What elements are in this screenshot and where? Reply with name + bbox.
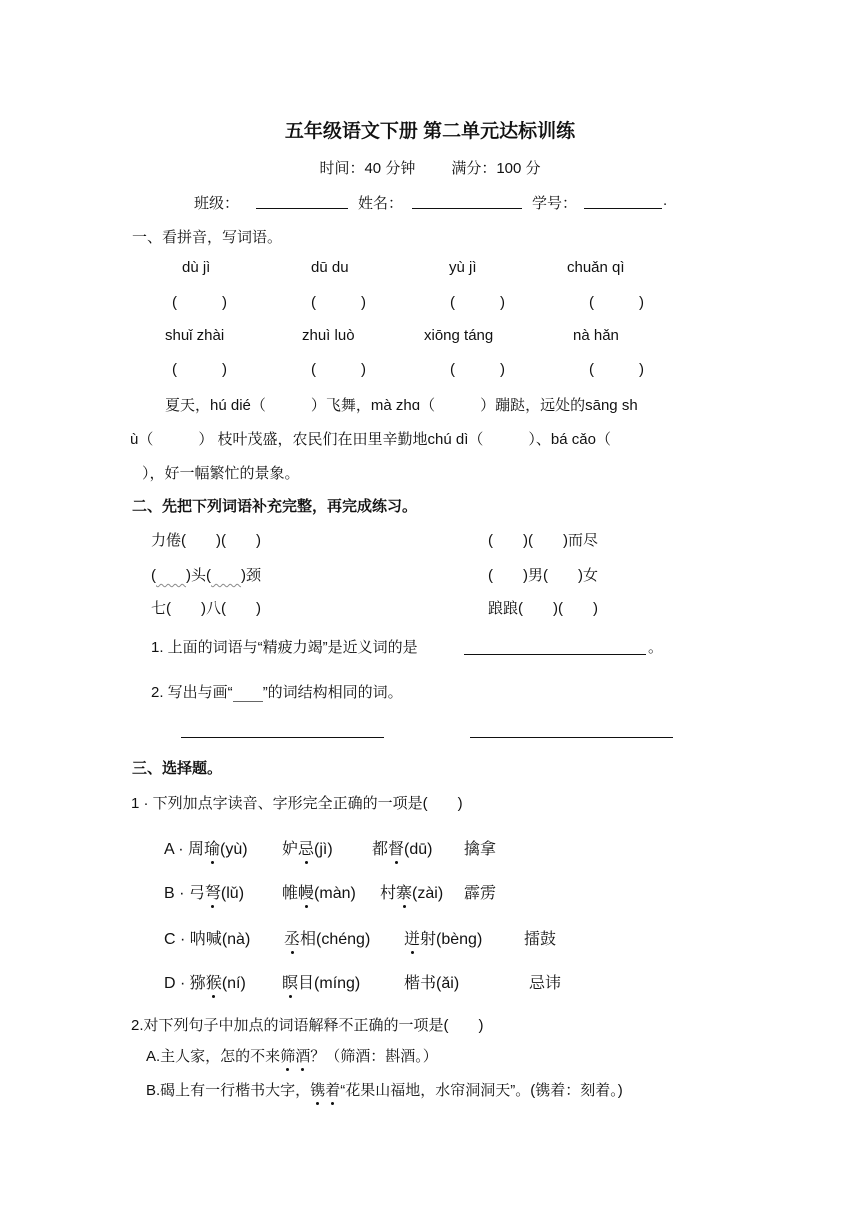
question-1: 1. 上面的词语与“精疲力竭”是近义词的是 bbox=[151, 639, 418, 656]
paragraph-line-2 bbox=[130, 428, 611, 449]
dotted-char: 着 bbox=[325, 1079, 340, 1100]
idiom-5: 七( )八( ) bbox=[151, 600, 261, 617]
char: 楷 bbox=[404, 975, 421, 992]
para-text: 夏天， bbox=[165, 397, 211, 414]
para-text: （ bbox=[595, 431, 611, 448]
idiom-2: ( )( )而尽 bbox=[488, 532, 598, 549]
para-text: （ ）蹦跶，远处的 bbox=[420, 397, 586, 414]
option-text: A.主人家，怎的不来 bbox=[146, 1048, 281, 1065]
pinyin: (ní) bbox=[221, 975, 246, 992]
char: 相 bbox=[300, 931, 317, 948]
pinyin: (míng) bbox=[314, 975, 361, 992]
answer-box[interactable]: ( ) bbox=[589, 361, 644, 378]
id-blank[interactable] bbox=[584, 208, 662, 209]
answer-box[interactable]: ( ) bbox=[172, 361, 227, 378]
idiom-4: ( )男( )女 bbox=[488, 567, 598, 584]
answer-box[interactable]: ( ) bbox=[450, 361, 505, 378]
option-label: A · bbox=[164, 841, 189, 858]
option-c-word-2 bbox=[284, 926, 370, 949]
para-pinyin: ù bbox=[130, 431, 139, 448]
option-text: ？（筛酒：斟酒。） bbox=[310, 1048, 438, 1065]
dotted-char: 瞑 bbox=[282, 970, 298, 993]
q2-option-b[interactable] bbox=[146, 1079, 623, 1100]
option-b-word-2 bbox=[282, 880, 356, 903]
dotted-char: 镌 bbox=[310, 1079, 325, 1100]
wavy-blank[interactable] bbox=[156, 567, 186, 584]
answer-box[interactable]: ( ) bbox=[450, 294, 505, 311]
question-text: 2. 写出与画“ bbox=[151, 684, 233, 701]
char: 周 bbox=[188, 841, 205, 858]
pinyin-8: nà hǎn bbox=[573, 327, 619, 344]
answer-line[interactable] bbox=[470, 737, 673, 738]
dotted-char: 丞 bbox=[284, 926, 300, 949]
char: 村 bbox=[380, 885, 397, 902]
name-label: 姓名： bbox=[358, 195, 404, 212]
dotted-char: 寨 bbox=[396, 880, 412, 903]
pinyin: (màn) bbox=[314, 885, 356, 902]
pinyin-3: yù jì bbox=[449, 259, 477, 276]
idiom-3 bbox=[151, 564, 261, 585]
pinyin: (yù) bbox=[220, 841, 248, 858]
idiom-text: ( bbox=[151, 567, 156, 584]
underline-sample bbox=[233, 684, 263, 702]
section-1-heading: 一、看拼音，写词语。 bbox=[132, 229, 283, 246]
char: 呐 bbox=[189, 931, 206, 948]
option-b-word-4: 霹雳 bbox=[464, 885, 497, 902]
option-label: B · bbox=[164, 885, 189, 902]
char: 猕 bbox=[189, 975, 206, 992]
pinyin: (chéng) bbox=[316, 931, 371, 948]
name-blank[interactable] bbox=[412, 208, 522, 209]
option-a[interactable] bbox=[164, 836, 248, 859]
dotted-char: 猴 bbox=[206, 970, 222, 993]
class-label: 班级： bbox=[194, 195, 240, 212]
question-1-end: 。 bbox=[648, 639, 664, 656]
idiom-text: )颈 bbox=[241, 567, 262, 584]
score-info: 满分：100 分 bbox=[451, 160, 541, 177]
char: 喊 bbox=[205, 931, 222, 948]
dotted-char: 幔 bbox=[298, 880, 314, 903]
question-2 bbox=[151, 681, 403, 702]
para-pinyin: bá cǎo bbox=[550, 431, 596, 448]
char: 书 bbox=[420, 975, 437, 992]
option-a-word-4: 擒拿 bbox=[464, 841, 497, 858]
option-a-word-2 bbox=[282, 836, 333, 859]
option-b-word-3 bbox=[380, 880, 443, 903]
paragraph-line-3: ），好一幅繁忙的景象。 bbox=[142, 465, 300, 482]
answer-box[interactable]: ( ) bbox=[311, 361, 366, 378]
page-title: 五年级语文下册 第二单元达标训练 bbox=[284, 121, 576, 142]
mc-question-2: 2.对下列句子中加点的词语解释不正确的一项是( ) bbox=[131, 1017, 484, 1034]
para-pinyin: sāng sh bbox=[585, 397, 638, 414]
para-pinyin: mà zhɑ bbox=[370, 397, 421, 414]
para-text: （ ） 枝叶茂盛，农民们在田里辛勤地 bbox=[138, 431, 428, 448]
option-d-word-4: 忌讳 bbox=[529, 975, 562, 992]
option-a-word-3 bbox=[372, 836, 432, 859]
answer-box[interactable]: ( ) bbox=[311, 294, 366, 311]
pinyin-2: dū du bbox=[311, 259, 349, 276]
dotted-char: 忌 bbox=[298, 836, 314, 859]
exam-info bbox=[0, 157, 860, 178]
question-text: ”的词结构相同的词。 bbox=[262, 684, 403, 701]
answer-box[interactable]: ( ) bbox=[589, 294, 644, 311]
option-d-word-2 bbox=[282, 970, 360, 993]
option-c[interactable] bbox=[164, 926, 250, 949]
dotted-char: 瑜 bbox=[204, 836, 220, 859]
wavy-blank[interactable] bbox=[211, 567, 241, 584]
para-pinyin: hú dié bbox=[210, 397, 251, 414]
paragraph-line-1 bbox=[165, 394, 638, 415]
option-c-word-4: 擂鼓 bbox=[524, 931, 557, 948]
para-text: （ ）、 bbox=[468, 431, 551, 448]
option-d-word-3 bbox=[404, 970, 459, 993]
option-b[interactable] bbox=[164, 880, 244, 903]
pinyin-4: chuǎn qì bbox=[567, 259, 625, 276]
option-label: D · bbox=[164, 975, 190, 992]
idiom-1: 力倦( )( ) bbox=[151, 532, 261, 549]
idiom-6: 踉踉( )( ) bbox=[488, 600, 598, 617]
option-c-word-3 bbox=[404, 926, 482, 949]
pinyin: (dū) bbox=[404, 841, 433, 858]
id-end: . bbox=[663, 192, 668, 209]
section-3-heading: 三、选择题。 bbox=[132, 760, 223, 777]
section-2-heading: 二、先把下列词语补充完整，再完成练习。 bbox=[132, 498, 418, 515]
option-text: B.碣上有一行楷书大字， bbox=[146, 1082, 311, 1099]
char: 射 bbox=[420, 931, 437, 948]
dotted-char: 酒 bbox=[295, 1045, 310, 1066]
answer-line[interactable] bbox=[181, 737, 384, 738]
answer-box[interactable]: ( ) bbox=[172, 294, 227, 311]
pinyin: (ǎi) bbox=[436, 975, 460, 992]
char: 目 bbox=[298, 975, 315, 992]
option-text: “花果山福地，水帘洞洞天”。(镌着：刻着。) bbox=[340, 1082, 623, 1099]
char: 帷 bbox=[282, 885, 299, 902]
idiom-text: )头( bbox=[186, 567, 212, 584]
dotted-char: 筛 bbox=[280, 1045, 295, 1066]
para-text: （ ）飞舞， bbox=[250, 397, 371, 414]
pinyin-1: dù jì bbox=[182, 259, 211, 276]
mc-question-1: 1 · 下列加点字读音、字形完全正确的一项是( ) bbox=[131, 795, 463, 812]
para-pinyin: chú dì bbox=[427, 431, 469, 448]
option-d[interactable] bbox=[164, 970, 246, 993]
pinyin: (zài) bbox=[412, 885, 444, 902]
pinyin: (bèng) bbox=[436, 931, 483, 948]
time-info: 时间：40 分钟 bbox=[319, 160, 416, 177]
char: 妒 bbox=[282, 841, 299, 858]
id-label: 学号： bbox=[532, 195, 578, 212]
pinyin: (jì) bbox=[314, 841, 333, 858]
option-label: C · bbox=[164, 931, 190, 948]
answer-line[interactable] bbox=[464, 654, 646, 655]
pinyin-6: zhuì luò bbox=[302, 327, 355, 344]
dotted-char: 迸 bbox=[404, 926, 420, 949]
pinyin: (nà) bbox=[221, 931, 251, 948]
pinyin-7: xiōng táng bbox=[424, 327, 494, 344]
class-blank[interactable] bbox=[256, 208, 348, 209]
pinyin: (lǔ) bbox=[220, 885, 245, 902]
q2-option-a[interactable] bbox=[146, 1045, 438, 1066]
char: 弓 bbox=[188, 885, 205, 902]
dotted-char: 弩 bbox=[205, 880, 221, 903]
pinyin-5: shuǐ zhài bbox=[165, 327, 225, 344]
dotted-char: 督 bbox=[388, 836, 404, 859]
char: 都 bbox=[372, 841, 389, 858]
